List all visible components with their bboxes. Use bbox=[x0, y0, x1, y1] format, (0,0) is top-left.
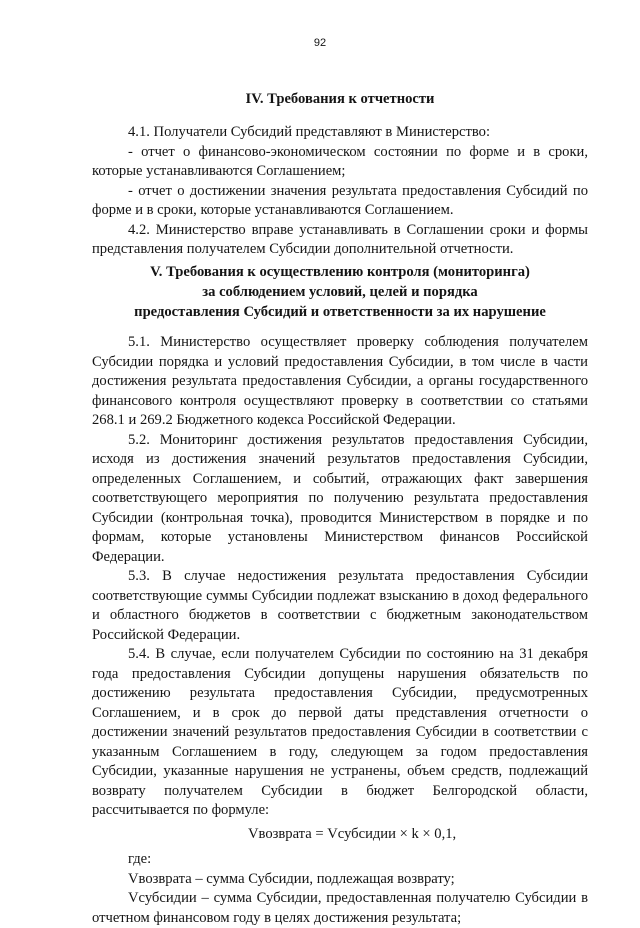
refund-formula: Vвозврата = Vсубсидии × k × 0,1, bbox=[248, 825, 457, 842]
paragraph-4-1: 4.1. Получатели Субсидий представляют в Министерство: bbox=[128, 124, 491, 140]
section-4-title: IV. Требования к отчетности bbox=[245, 91, 435, 107]
paragraph-4-1-item-1: - отчет о финансово-экономическом состоянии по форме и в сроки, которые устанавливаются Соглашением; bbox=[92, 143, 588, 179]
definition-v-subsidy: Vсубсидии – сумма Субсидии, предоставленная получателю Субсидии в отчетном финансовом году в целях достижения результата; bbox=[92, 890, 588, 926]
section-4-body bbox=[92, 123, 588, 260]
section-5-title-line-2: за соблюдением условий, целей и порядка bbox=[202, 284, 478, 300]
paragraph-5-1: 5.1. Министерство осуществляет проверку соблюдения получателем Субсидии порядка и условий предоставления Субсидии, в том числе в части достижения результата предоставления Субсидии, а органы государственного финансового контроля осуществляют проверку в соответствии со статьями 268.1 и 269.2 Бюджетного кодекса Российской Федерации. bbox=[92, 334, 588, 428]
section-5-title-line-3: предоставления Субсидий и ответственности за их нарушение bbox=[134, 304, 546, 320]
paragraph-5-3: 5.3. В случае недостижения результата предоставления Субсидии соответствующие суммы Субсидии подлежат взысканию в доход федерального и областного бюджетов в соответствии с бюджетным законодательством Российской Федерации. bbox=[92, 568, 588, 643]
formula-where-label: где: bbox=[128, 851, 152, 867]
section-5-title-line-1: V. Требования к осуществлению контроля (мониторинга) bbox=[150, 264, 530, 280]
section-5-body bbox=[92, 333, 588, 928]
paragraph-4-1-item-2: - отчет о достижении значения результата предоставления Субсидий по форме и в сроки, которые устанавливаются Соглашением. bbox=[92, 182, 588, 218]
paragraph-4-2: 4.2. Министерство вправе устанавливать в Соглашении сроки и формы представления получателем Субсидии дополнительной отчетности. bbox=[92, 221, 588, 257]
page-number: 92 bbox=[313, 37, 327, 49]
definition-v-refund: Vвозврата – сумма Субсидии, подлежащая возврату; bbox=[128, 870, 455, 887]
paragraph-5-4: 5.4. В случае, если получателем Субсидии по состоянию на 31 декабря года предоставления Субсидии допущены нарушения обязательств по достижению результата предоставления Субсидии, предусмотренных Соглашением, и в срок до первой даты представления отчетности о достижении значений результатов предоставления Субсидии в соответствии с указанным Соглашением в году, следующем за годом предоставления Субсидии, указанные нарушения не устранены, объем средств, подлежащий возврату получателем Субсидии в бюджет Белгородской области, рассчитывается по формуле: bbox=[92, 646, 588, 818]
paragraph-5-2: 5.2. Мониторинг достижения результатов предоставления Субсидии, исходя из достижения значений результатов предоставления Субсидии, определенных Соглашением, и событий, отражающих факт завершения соответствующего мероприятия по получению результата предоставления Субсидии (контрольная точка), проводится Министерством в порядке и по формам, которые установлены Министерством финансов Российской Федерации. bbox=[92, 431, 588, 565]
section-5-title bbox=[92, 262, 588, 322]
